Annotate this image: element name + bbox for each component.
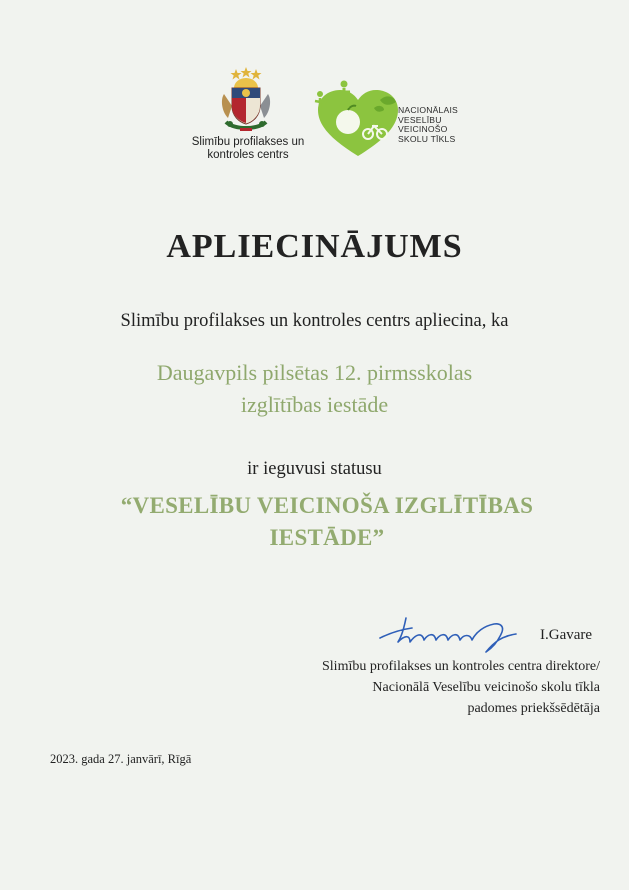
heart-network-logo-icon xyxy=(312,78,404,160)
certificate-intro: Slimību profilakses un kontroles centrs apliecina, ka xyxy=(120,311,509,331)
right-org-line-1: NACIONĀLAIS xyxy=(398,105,458,115)
right-org-line-3: VEICINOŠO xyxy=(398,124,448,135)
left-org-name xyxy=(178,136,318,162)
issue-date-place: 2023. gada 27. janvārī, Rīgā xyxy=(50,752,192,766)
status-line-2: IESTĀDE” xyxy=(269,525,385,550)
right-org-line-4: SKOLU TĪKLS xyxy=(398,133,456,144)
handwritten-signature xyxy=(376,612,536,656)
status-line-1: “VESELĪBU VEICINOŠA IZGLĪTĪBAS xyxy=(120,493,534,518)
institution-line-2: izglītības iestāde xyxy=(240,392,389,417)
certificate-title: APLIECINĀJUMS xyxy=(166,228,463,265)
role-line-2: Nacionālā Veselību veicinošo skolu tīkla xyxy=(372,680,600,695)
right-org-name xyxy=(398,106,458,144)
right-org-line-2: VESELĪBU xyxy=(398,114,442,125)
role-line-3: padomes priekšsēdētāja xyxy=(467,701,600,716)
institution-line-1: Daugavpils pilsētas 12. pirmsskolas xyxy=(156,360,473,385)
signer-name: I.Gavare xyxy=(540,627,593,643)
role-line-1: Slimību profilakses un kontroles centra direktore/ xyxy=(322,659,600,674)
status-title xyxy=(60,490,594,554)
left-org-line-2: kontroles centrs xyxy=(207,149,289,161)
left-org-line-1: Slimību profilakses un xyxy=(191,136,305,148)
institution-name xyxy=(0,357,629,421)
signer-role xyxy=(290,656,600,719)
coat-of-arms-icon xyxy=(218,66,274,134)
status-intro: ir ieguvusi statusu xyxy=(247,459,382,479)
